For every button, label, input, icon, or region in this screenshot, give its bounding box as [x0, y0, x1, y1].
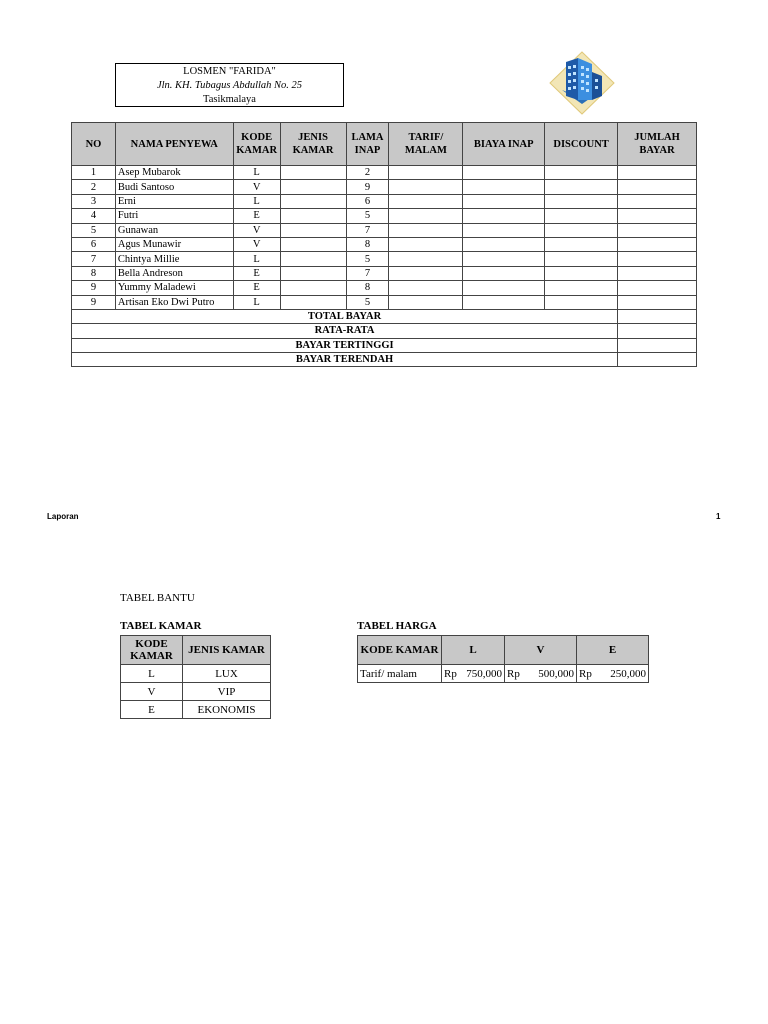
- cell-nama: Erni: [115, 194, 233, 208]
- cell-lama: 2: [346, 166, 389, 180]
- price-cell-l: [442, 665, 505, 683]
- table-row: [72, 237, 697, 251]
- cell-tarif: [389, 252, 463, 266]
- cell-jenis: [280, 194, 346, 208]
- cell-no: 2: [72, 180, 116, 194]
- cell-jenis: [280, 180, 346, 194]
- cell-jumlah: [618, 295, 697, 309]
- kamar-table-title: TABEL KAMAR: [120, 620, 202, 632]
- price-table: [357, 635, 649, 683]
- cell-jenis: [280, 237, 346, 251]
- page-number: 1: [716, 512, 721, 521]
- cell-kode: V: [121, 683, 183, 701]
- cell-jumlah: [618, 252, 697, 266]
- room-type-table: [120, 635, 271, 719]
- cell-discount: [545, 252, 618, 266]
- summary-label: RATA-RATA: [72, 324, 618, 338]
- cell-tarif: [389, 266, 463, 280]
- cell-discount: [545, 281, 618, 295]
- cell-lama: 5: [346, 295, 389, 309]
- cell-jenis: [280, 223, 346, 237]
- hotel-title-box: [115, 63, 344, 107]
- cell-discount: [545, 223, 618, 237]
- cell-tarif: [389, 237, 463, 251]
- harga-table-title: TABEL HARGA: [357, 620, 437, 632]
- currency-label: Rp: [579, 667, 592, 680]
- cell-kode: V: [233, 237, 280, 251]
- cell-kode: E: [121, 701, 183, 719]
- cell-jumlah: [618, 194, 697, 208]
- cell-lama: 7: [346, 266, 389, 280]
- summary-row-min: [72, 353, 697, 367]
- cell-discount: [545, 180, 618, 194]
- cell-jenis: VIP: [183, 683, 271, 701]
- cell-jenis: [280, 166, 346, 180]
- cell-jumlah: [618, 209, 697, 223]
- price-cell-e: [577, 665, 649, 683]
- table-row: [121, 683, 271, 701]
- cell-biaya: [463, 180, 545, 194]
- cell-jenis: LUX: [183, 665, 271, 683]
- cell-nama: Bella Andreson: [115, 266, 233, 280]
- cell-lama: 8: [346, 237, 389, 251]
- cell-biaya: [463, 223, 545, 237]
- summary-label: BAYAR TERTINGGI: [72, 338, 618, 352]
- cell-discount: [545, 194, 618, 208]
- table-row: [72, 194, 697, 208]
- cell-jenis: [280, 209, 346, 223]
- building-icon: [548, 50, 616, 116]
- cell-kode: E: [233, 281, 280, 295]
- cell-discount: [545, 266, 618, 280]
- cell-biaya: [463, 295, 545, 309]
- cell-lama: 6: [346, 194, 389, 208]
- price-cell-v: [505, 665, 577, 683]
- cell-no: 9: [72, 281, 116, 295]
- summary-value: [618, 338, 697, 352]
- cell-biaya: [463, 252, 545, 266]
- currency-label: Rp: [507, 667, 520, 680]
- table-row: [72, 209, 697, 223]
- cell-tarif: [389, 194, 463, 208]
- cell-jumlah: [618, 166, 697, 180]
- cell-no: 7: [72, 252, 116, 266]
- cell-discount: [545, 209, 618, 223]
- col-header-jenis: JENIS KAMAR: [280, 123, 346, 166]
- cell-biaya: [463, 194, 545, 208]
- table-row: [72, 295, 697, 309]
- cell-biaya: [463, 166, 545, 180]
- col-header-kode: KODE KAMAR: [121, 636, 183, 665]
- col-header-l: L: [442, 636, 505, 665]
- cell-jumlah: [618, 237, 697, 251]
- cell-discount: [545, 295, 618, 309]
- cell-biaya: [463, 209, 545, 223]
- cell-jumlah: [618, 223, 697, 237]
- table-row: [72, 223, 697, 237]
- summary-row-total: [72, 309, 697, 323]
- col-header-v: V: [505, 636, 577, 665]
- cell-tarif: [389, 166, 463, 180]
- cell-kode: L: [233, 252, 280, 266]
- cell-kode: L: [233, 166, 280, 180]
- cell-nama: Chintya Millie: [115, 252, 233, 266]
- cell-no: 3: [72, 194, 116, 208]
- table-row: [358, 665, 649, 683]
- cell-kode: L: [121, 665, 183, 683]
- col-header-jenis: JENIS KAMAR: [183, 636, 271, 665]
- row-label: Tarif/ malam: [358, 665, 442, 683]
- col-header-tarif: TARIF/ MALAM: [389, 123, 463, 166]
- cell-lama: 5: [346, 209, 389, 223]
- cell-tarif: [389, 281, 463, 295]
- hotel-address: Jln. KH. Tubagus Abdullah No. 25: [156, 80, 303, 91]
- cell-lama: 7: [346, 223, 389, 237]
- table-row: [72, 252, 697, 266]
- cell-no: 9: [72, 295, 116, 309]
- price-value: 750,000: [466, 667, 502, 680]
- cell-jenis: [280, 266, 346, 280]
- cell-biaya: [463, 266, 545, 280]
- cell-jenis: [280, 295, 346, 309]
- aux-section-title: TABEL BANTU: [120, 592, 195, 604]
- cell-tarif: [389, 209, 463, 223]
- col-header-kode: KODE KAMAR: [358, 636, 442, 665]
- cell-biaya: [463, 237, 545, 251]
- cell-jumlah: [618, 180, 697, 194]
- currency-label: Rp: [444, 667, 457, 680]
- cell-jumlah: [618, 281, 697, 295]
- cell-kode: L: [233, 295, 280, 309]
- hotel-city: Tasikmalaya: [203, 94, 256, 105]
- summary-row-max: [72, 338, 697, 352]
- table-row: [72, 180, 697, 194]
- cell-nama: Yummy Maladewi: [115, 281, 233, 295]
- cell-nama: Budi Santoso: [115, 180, 233, 194]
- cell-discount: [545, 237, 618, 251]
- cell-nama: Gunawan: [115, 223, 233, 237]
- summary-label: BAYAR TERENDAH: [72, 353, 618, 367]
- cell-nama: Futri: [115, 209, 233, 223]
- table-row: [72, 281, 697, 295]
- cell-jumlah: [618, 266, 697, 280]
- table-row: [72, 166, 697, 180]
- table-row: [121, 665, 271, 683]
- col-header-discount: DISCOUNT: [545, 123, 618, 166]
- summary-label: TOTAL BAYAR: [72, 309, 618, 323]
- cell-lama: 5: [346, 252, 389, 266]
- col-header-nama: NAMA PENYEWA: [115, 123, 233, 166]
- cell-jenis: EKONOMIS: [183, 701, 271, 719]
- footer-label: Laporan: [47, 512, 79, 521]
- cell-tarif: [389, 223, 463, 237]
- summary-row-average: [72, 324, 697, 338]
- price-value: 250,000: [610, 667, 646, 680]
- cell-kode: E: [233, 266, 280, 280]
- col-header-biaya: BIAYA INAP: [463, 123, 545, 166]
- col-header-kode: KODE KAMAR: [233, 123, 280, 166]
- summary-value: [618, 309, 697, 323]
- cell-nama: Agus Munawir: [115, 237, 233, 251]
- price-value: 500,000: [538, 667, 574, 680]
- cell-kode: V: [233, 223, 280, 237]
- cell-tarif: [389, 180, 463, 194]
- col-header-lama: LAMA INAP: [346, 123, 389, 166]
- cell-nama: Artisan Eko Dwi Putro: [115, 295, 233, 309]
- col-header-e: E: [577, 636, 649, 665]
- cell-kode: V: [233, 180, 280, 194]
- hotel-name: LOSMEN "FARIDA": [183, 66, 276, 77]
- cell-kode: L: [233, 194, 280, 208]
- col-header-no: NO: [72, 123, 116, 166]
- cell-tarif: [389, 295, 463, 309]
- table-row: [121, 701, 271, 719]
- cell-kode: E: [233, 209, 280, 223]
- cell-nama: Asep Mubarok: [115, 166, 233, 180]
- cell-biaya: [463, 281, 545, 295]
- cell-no: 8: [72, 266, 116, 280]
- cell-lama: 9: [346, 180, 389, 194]
- cell-no: 4: [72, 209, 116, 223]
- cell-no: 1: [72, 166, 116, 180]
- cell-jenis: [280, 252, 346, 266]
- cell-no: 6: [72, 237, 116, 251]
- cell-lama: 8: [346, 281, 389, 295]
- cell-discount: [545, 166, 618, 180]
- cell-jenis: [280, 281, 346, 295]
- summary-value: [618, 324, 697, 338]
- col-header-jumlah: JUMLAH BAYAR: [618, 123, 697, 166]
- rental-table: [71, 122, 697, 367]
- cell-no: 5: [72, 223, 116, 237]
- table-row: [72, 266, 697, 280]
- summary-value: [618, 353, 697, 367]
